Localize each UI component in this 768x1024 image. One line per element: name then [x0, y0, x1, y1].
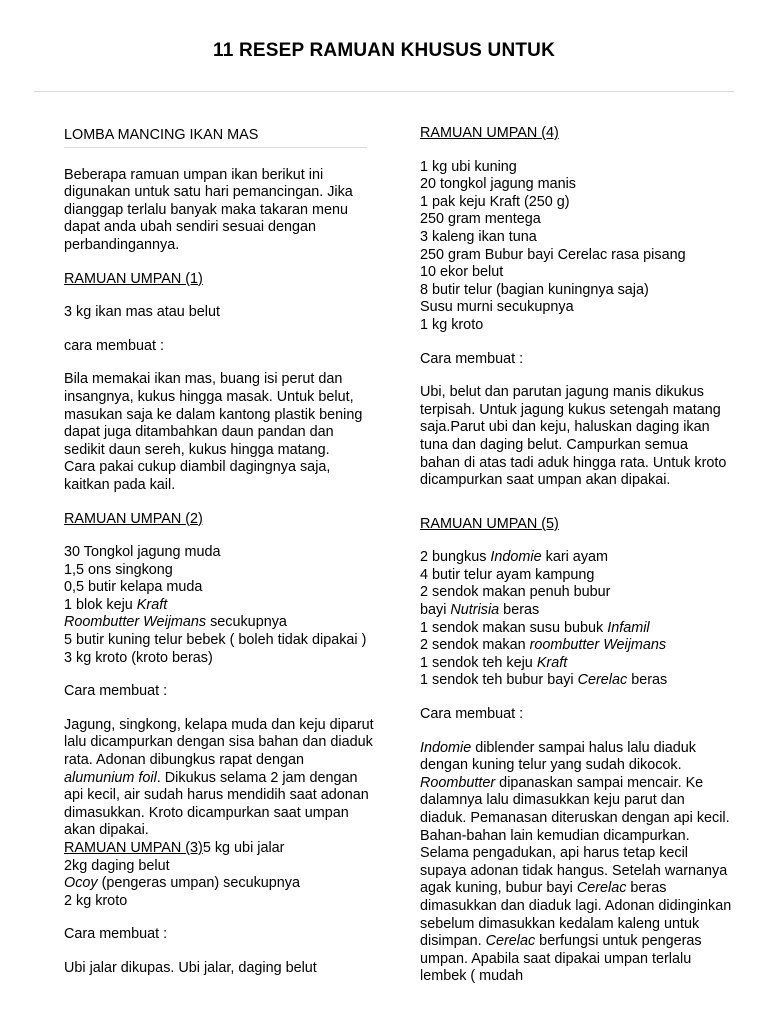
ingredient-line: 250 gram Bubur bayi Cerelac rasa pisang — [420, 246, 686, 263]
ingredient-line: (pengeras umpan) secukupnya — [97, 875, 300, 892]
brand-name: Cerelac — [576, 880, 627, 897]
recipe-3-method-label: Cara membuat : — [64, 926, 168, 943]
recipe-1-method-label: cara membuat : — [64, 337, 164, 354]
recipe-4-method-label: Cara membuat : — [420, 350, 524, 367]
brand-name: Kraft — [136, 596, 168, 613]
method-text: berfungsi untuk pengeras umpan. Apabila saat dipakai umpan terlalu lembek ( mudah — [420, 933, 702, 985]
subtitle: LOMBA MANCING IKAN MAS — [64, 127, 367, 148]
method-text: . Dikukus selama 2 jam dengan api kecil, air sudah harus mendidih saat adonan dimasukkan. Kroto dicampurkan saat umpan akan dipakai. — [64, 769, 369, 839]
recipe-5-heading: RAMUAN UMPAN (5) — [420, 515, 559, 532]
brand-name: Ocoy — [64, 875, 98, 892]
intro-paragraph: Beberapa ramuan umpan ikan berikut ini digunakan untuk satu hari pemancingan. Jika dianggap terlalu banyak maka takaran menu dapat anda ubah sendiri sesuai dengan perbandingannya. — [64, 166, 353, 253]
ingredient-line: beras — [627, 672, 668, 689]
left-column — [64, 127, 374, 994]
ingredient-line: 2 sendok makan — [420, 637, 530, 654]
method-text: diblender sampai halus lalu diaduk dengan kuning telur yang sudah dikocok. — [420, 739, 697, 774]
ingredient-line: 1,5 ons singkong — [64, 561, 173, 578]
right-column — [420, 125, 732, 1002]
recipe-3-method: Ubi jalar dikupas. Ubi jalar, daging belut — [64, 959, 317, 976]
ingredient-line: 20 tongkol jagung manis — [420, 176, 577, 193]
method-text: Jagung, singkong, kelapa muda dan keju diparut lalu dicampurkan dengan sisa bahan dan diaduk rata. Adonan dibungkus rapat dengan — [64, 716, 374, 769]
recipe-4-method: Ubi, belut dan parutan jagung manis dikukus terpisah. Untuk jagung kukus setengah matang saja.Parut ubi dan keju, haluskan daging ikan tuna dan daging belut. Campurkan semua bahan di atas tadi aduk hingga rata. Untuk kroto dicampurkan saat umpan akan dipakai. — [420, 384, 727, 489]
brand-name: Kraft — [536, 654, 568, 671]
ingredient-line: 1 pak keju Kraft (250 g) — [420, 193, 570, 210]
ingredient-line: 0,5 butir kelapa muda — [64, 579, 203, 596]
recipe-5-ingredients — [420, 549, 732, 690]
recipe-3-ingredients — [64, 840, 374, 910]
ingredient-line: 3 kaleng ikan tuna — [420, 228, 537, 245]
recipe-4-ingredients — [420, 159, 732, 335]
brand-name: Indomie — [420, 739, 472, 756]
brand-name: Indomie — [490, 549, 542, 566]
brand-name: Infamil — [607, 619, 650, 636]
ingredient-line: 2 sendok makan penuh bubur — [420, 584, 611, 601]
brand-name: Nutrisia — [450, 602, 500, 619]
ingredient-line: 5 kg ubi jalar — [202, 840, 285, 856]
ingredient-line: 2 bungkus — [420, 549, 491, 566]
ingredient-line: 2kg daging belut — [64, 857, 170, 874]
recipe-1-method: Bila memakai ikan mas, buang isi perut dan insangnya, kukus hingga masak. Untuk belut, masukan saja ke dalam kantong plastik bening dapat juga ditambahkan daun pandan dan sedikit daun sereh, kukus hingga matang. — [64, 371, 363, 458]
ingredient-line: 2 kg kroto — [64, 892, 128, 909]
recipe-3-heading: RAMUAN UMPAN (3) — [64, 840, 203, 856]
ingredient-line: beras — [499, 602, 540, 619]
recipe-1-usage: Cara pakai cukup diambil dagingnya saja, kaitkan pada kail. — [64, 459, 331, 493]
ingredient-line: secukupnya — [206, 614, 287, 631]
recipe-5-method-label: Cara membuat : — [420, 706, 524, 723]
recipe-2-ingredients — [64, 544, 374, 667]
ingredient-line: kari ayam — [541, 549, 608, 566]
ingredient-line: bayi — [420, 602, 451, 619]
ingredient-line: 3 kg kroto (kroto beras) — [64, 649, 213, 666]
brand-name: Cerelac — [577, 672, 628, 689]
ingredient-line: 30 Tongkol jagung muda — [64, 544, 221, 561]
recipe-5-method — [420, 740, 732, 986]
recipe-2-heading: RAMUAN UMPAN (2) — [64, 510, 203, 527]
ingredient-line: 1 kg ubi kuning — [420, 158, 517, 175]
recipe-2-method — [64, 717, 374, 840]
brand-name: Roombutter Weijmans — [64, 614, 207, 631]
ingredient-line: 10 ekor belut — [420, 264, 504, 281]
document-title: 11 RESEP RAMUAN KHUSUS UNTUK — [212, 40, 556, 61]
ingredient-line: 4 butir telur ayam kampung — [420, 566, 595, 583]
method-text: beras dimasukkan dan diaduk lagi. Adonan didinginkan sebelum dimasukkan kedalam kaleng untuk disimpan. — [420, 880, 732, 950]
recipe-2-method-label: Cara membuat : — [64, 683, 168, 700]
ingredient-line: 1 sendok makan susu bubuk — [420, 619, 608, 636]
brand-name: Cerelac — [485, 933, 536, 950]
ingredient-line: 1 sendok teh bubur bayi — [420, 672, 578, 689]
method-text: dipanaskan sampai mencair. Ke dalamnya lalu dimasukkan keju parut dan diaduk. Pemanasan diteruskan dengan api kecil. Bahan-bahan lain kemudian dicampurkan. Selama pengadukan, api harus tetap kecil supaya adonan tidak hangus. Setelah warnanya agak kuning, bubur bayi — [420, 774, 730, 897]
ingredient-line: 1 sendok teh keju — [420, 654, 537, 671]
recipe-1-heading: RAMUAN UMPAN (1) — [64, 270, 203, 287]
ingredient-line: 1 blok keju — [64, 596, 137, 613]
brand-name: Roombutter — [420, 774, 496, 791]
recipe-4-heading: RAMUAN UMPAN (4) — [420, 125, 559, 141]
ingredient-line: 1 kg kroto — [420, 316, 484, 333]
ingredient-line: Susu murni secukupnya — [420, 299, 574, 316]
ingredient-line: 250 gram mentega — [420, 211, 541, 228]
recipe-1-ingredient: 3 kg ikan mas atau belut — [64, 304, 220, 321]
title-divider — [34, 91, 734, 92]
brand-name: roombutter Weijmans — [529, 637, 667, 654]
ingredient-line: 5 butir kuning telur bebek ( boleh tidak dipakai ) — [64, 632, 367, 649]
brand-name: alumunium foil — [64, 769, 157, 786]
ingredient-line: 8 butir telur (bagian kuningnya saja) — [420, 281, 649, 298]
